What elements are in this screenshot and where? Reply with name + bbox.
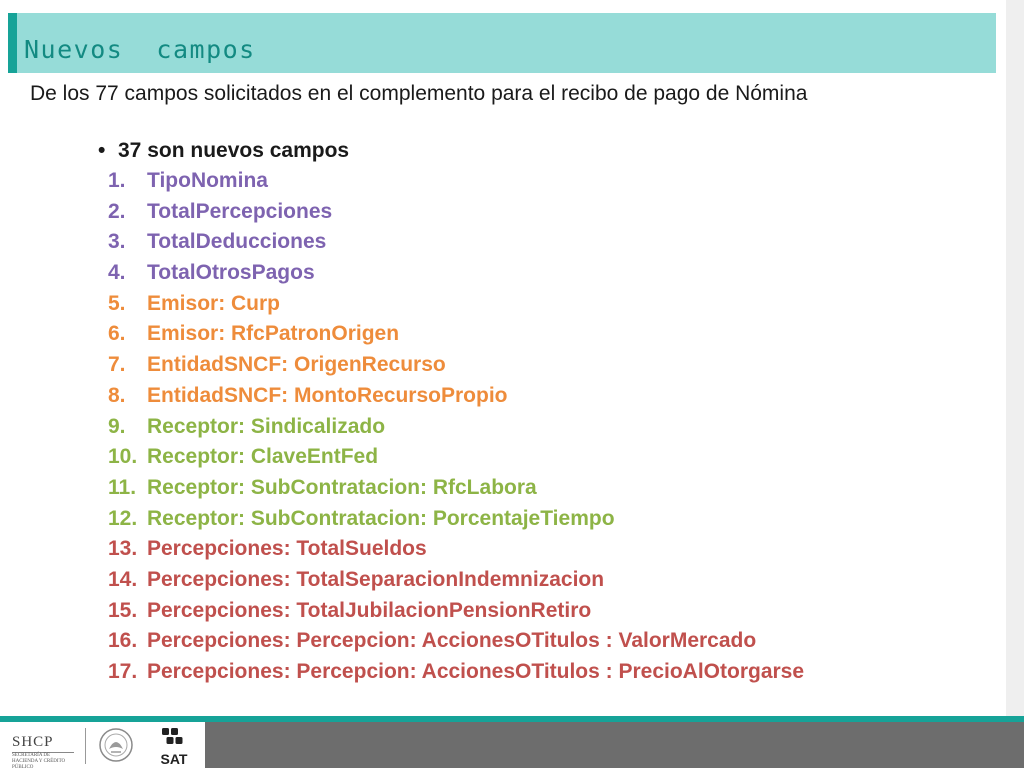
national-seal-icon (98, 727, 134, 763)
field-text: Emisor: Curp (147, 291, 281, 315)
field-number: 2. (108, 199, 126, 223)
field-number: 17. (108, 660, 138, 683)
field-number: 9. (108, 414, 126, 438)
field-number: 8. (108, 383, 126, 407)
field-item (108, 626, 804, 657)
field-number: 5. (108, 291, 126, 315)
field-number: 14. (108, 567, 138, 591)
field-text: Percepciones: Percepcion: AccionesOTitulos : ValorMercado (147, 629, 757, 653)
page-title: Nuevos campos (24, 35, 256, 64)
field-number: 7. (108, 353, 126, 377)
field-number: 15. (108, 598, 138, 622)
field-list (108, 166, 804, 688)
field-text: Percepciones: TotalJubilacionPensionRetiro (147, 598, 592, 622)
field-text: Percepciones: Percepcion: AccionesOTitulos : PrecioAlOtorgarse (147, 660, 805, 683)
bullet-dot-icon: • (98, 139, 106, 162)
field-item (108, 381, 804, 412)
field-item (108, 473, 804, 504)
field-number: 16. (108, 629, 138, 653)
sat-logo-text: SAT (160, 751, 188, 766)
subtitle: De los 77 campos solicitados en el complemento para el recibo de pago de Nómina (30, 82, 808, 105)
field-text: TipoNomina (147, 169, 268, 192)
sat-logo-icon (150, 726, 198, 766)
field-text: Percepciones: TotalSueldos (147, 537, 427, 561)
field-number: 12. (108, 506, 138, 530)
title-bar (8, 13, 996, 73)
field-number: 6. (108, 322, 126, 346)
field-number: 4. (108, 261, 126, 285)
field-item (108, 534, 804, 565)
right-edge-band (1006, 0, 1024, 716)
field-text: Receptor: SubContratacion: RfcLabora (147, 475, 537, 499)
field-text: Receptor: SubContratacion: PorcentajeTiempo (147, 506, 615, 530)
field-text: Receptor: Sindicalizado (147, 414, 386, 438)
bullet-text: 37 son nuevos campos (118, 139, 350, 162)
field-item (108, 258, 804, 289)
shcp-logo: SHCP (12, 734, 54, 750)
field-text: TotalPercepciones (147, 199, 333, 223)
field-item (108, 565, 804, 596)
field-text: Receptor: ClaveEntFed (147, 445, 379, 469)
field-item (108, 596, 804, 627)
field-text: EntidadSNCF: OrigenRecurso (147, 353, 446, 377)
field-number: 10. (108, 445, 138, 469)
field-item (108, 412, 804, 443)
field-item (108, 166, 804, 197)
field-item (108, 227, 804, 258)
field-number: 11. (108, 475, 137, 499)
field-text: EntidadSNCF: MontoRecursoPropio (147, 383, 508, 407)
field-number: 13. (108, 537, 138, 561)
field-text: Percepciones: TotalSeparacionIndemnizacion (147, 567, 605, 591)
field-item (108, 504, 804, 535)
field-text: Emisor: RfcPatronOrigen (147, 322, 400, 346)
field-item (108, 657, 804, 688)
field-text: TotalDeducciones (147, 230, 327, 254)
field-text: TotalOtrosPagos (147, 261, 315, 285)
field-item (108, 197, 804, 228)
field-item (108, 319, 804, 350)
bullet-heading (98, 137, 349, 165)
shcp-logo-subtext: SECRETARÍA DE HACIENDA Y CRÉDITO PÚBLICO (12, 752, 74, 771)
field-item (108, 442, 804, 473)
field-item (108, 350, 804, 381)
field-number: 1. (108, 169, 126, 192)
title-accent-bar (8, 13, 17, 73)
logo-divider (85, 728, 86, 764)
footer-logos (0, 722, 205, 768)
field-number: 3. (108, 230, 126, 254)
field-item (108, 289, 804, 320)
